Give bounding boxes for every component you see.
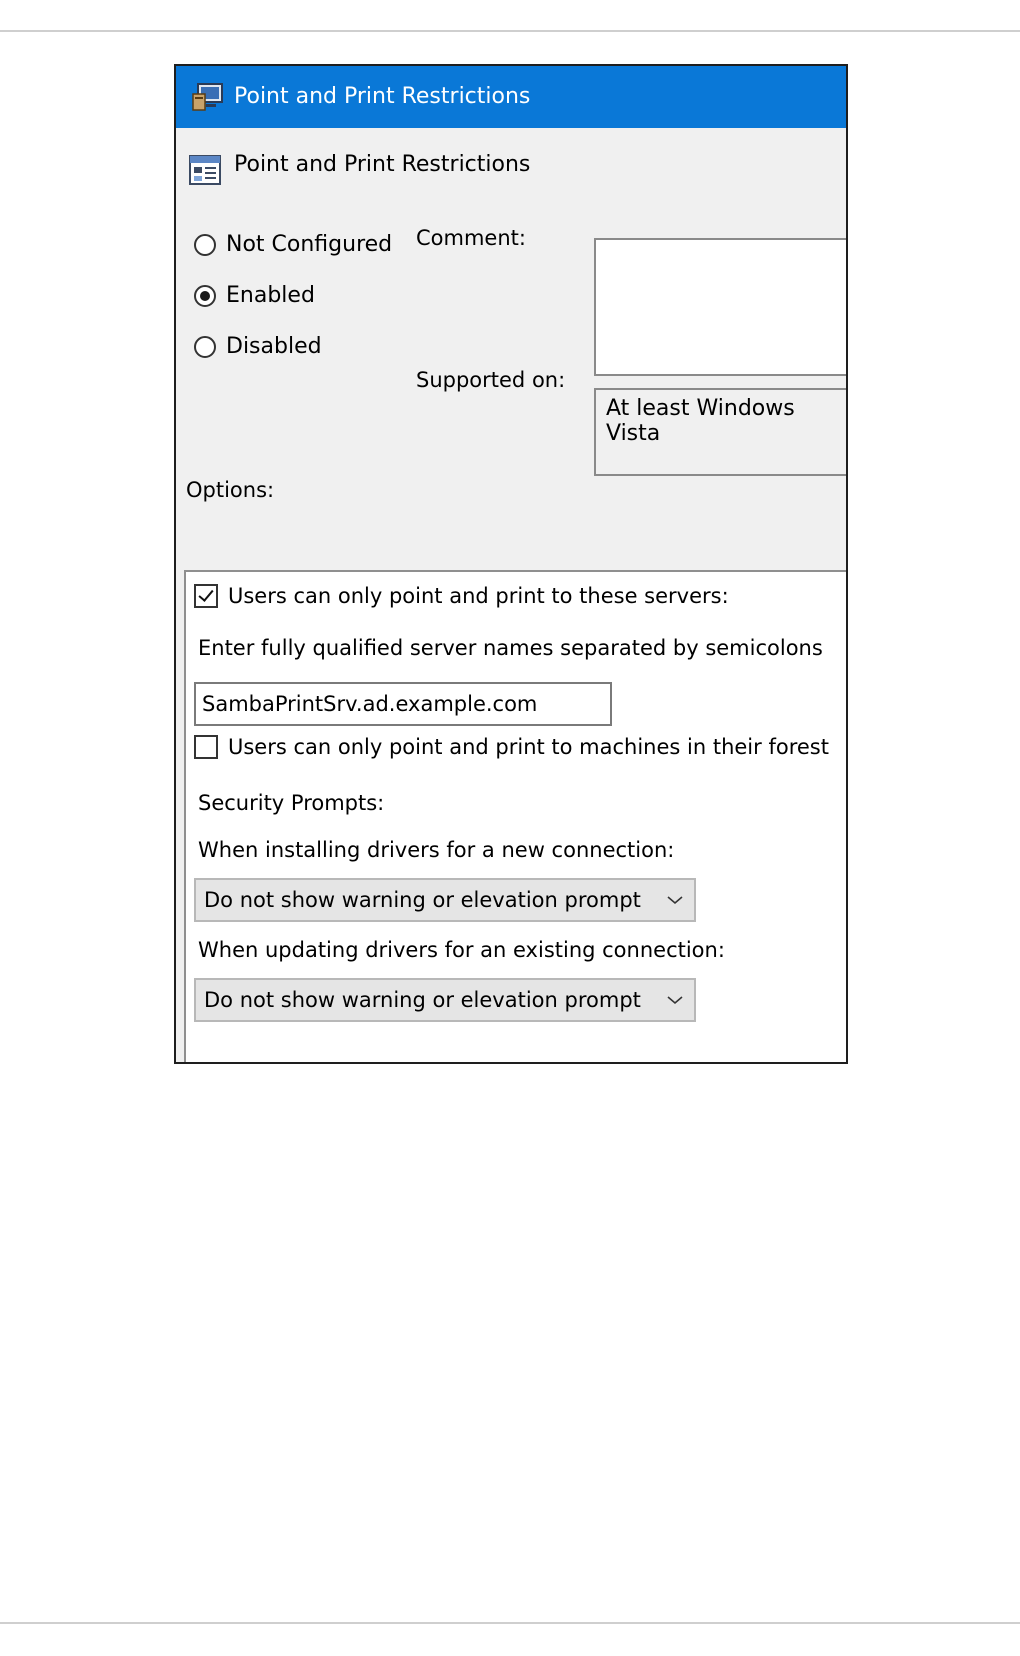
existing-connection-label: When updating drivers for an existing connection: bbox=[198, 938, 725, 962]
chevron-down-icon bbox=[666, 892, 684, 908]
radio-label: Not Configured bbox=[226, 232, 393, 257]
new-connection-label: When installing drivers for a new connection: bbox=[198, 838, 675, 862]
servers-checkbox[interactable] bbox=[194, 584, 218, 608]
servers-checkbox-label: Users can only point and print to these servers: bbox=[228, 584, 729, 608]
radio-enabled[interactable] bbox=[194, 283, 315, 308]
new-connection-select[interactable] bbox=[194, 878, 696, 922]
security-prompts-label: Security Prompts: bbox=[198, 791, 385, 815]
radio-circle[interactable] bbox=[194, 285, 216, 307]
radio-circle[interactable] bbox=[194, 234, 216, 256]
radio-disabled[interactable] bbox=[194, 334, 322, 359]
chevron-down-icon bbox=[666, 992, 684, 1008]
supported-on-label: Supported on: bbox=[416, 368, 566, 392]
server-names-input[interactable] bbox=[194, 682, 612, 726]
radio-not-configured[interactable] bbox=[194, 232, 392, 257]
setting-name: Point and Print Restrictions bbox=[234, 152, 531, 177]
forest-checkbox-label: Users can only point and print to machines in their forest bbox=[228, 735, 829, 759]
forest-checkbox-row[interactable] bbox=[194, 735, 829, 759]
policy-dialog bbox=[174, 64, 848, 1064]
radio-label: Disabled bbox=[226, 334, 322, 359]
supported-on-field: At least Windows Vista bbox=[594, 388, 848, 476]
existing-connection-select[interactable] bbox=[194, 978, 696, 1022]
forest-checkbox[interactable] bbox=[194, 735, 218, 759]
comment-label: Comment: bbox=[416, 226, 526, 250]
policy-window-icon bbox=[192, 82, 224, 112]
radio-circle[interactable] bbox=[194, 336, 216, 358]
bottom-divider bbox=[0, 1622, 1020, 1624]
servers-hint: Enter fully qualified server names separated by semicolons bbox=[198, 636, 823, 660]
new-connection-value: Do not show warning or elevation prompt bbox=[204, 888, 641, 912]
options-panel bbox=[184, 570, 848, 1064]
radio-label: Enabled bbox=[226, 283, 315, 308]
policy-setting-icon bbox=[188, 152, 222, 186]
comment-textarea[interactable] bbox=[594, 238, 848, 376]
window-title: Point and Print Restrictions bbox=[234, 84, 531, 109]
title-bar bbox=[176, 66, 846, 128]
existing-connection-value: Do not show warning or elevation prompt bbox=[204, 988, 641, 1012]
options-label: Options: bbox=[186, 478, 275, 502]
servers-checkbox-row[interactable] bbox=[194, 584, 729, 608]
top-divider bbox=[0, 30, 1020, 32]
